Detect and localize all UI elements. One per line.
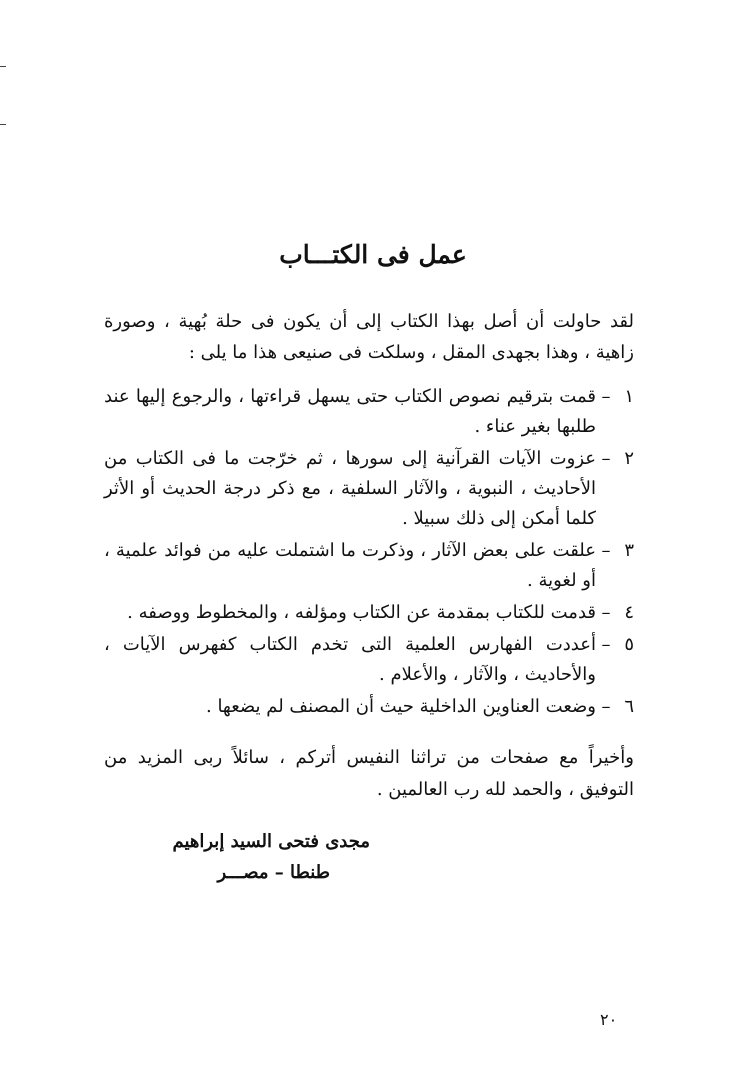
item-number: ٢: [624, 448, 634, 469]
author-location: طنطا – مصـــر: [217, 862, 330, 883]
item-text: أعددت الفهارس العلمية التى تخدم الكتاب كفهرس الآيات ، والأحاديث ، والآثار ، والأعلام .: [104, 634, 596, 685]
list-item: [104, 382, 634, 442]
margin-mark: [0, 66, 6, 67]
item-dash: –: [601, 634, 611, 655]
item-dash: –: [601, 696, 611, 717]
item-number: ٤: [624, 602, 634, 623]
list-item: [104, 536, 634, 596]
item-dash: –: [601, 602, 611, 623]
page-number: ٢٠: [600, 1010, 618, 1029]
list-item: [104, 630, 634, 690]
item-number: ٣: [624, 540, 634, 561]
item-number: ١: [624, 386, 634, 407]
item-number: ٥: [624, 634, 634, 655]
item-text: وضعت العناوين الداخلية حيث أن المصنف لم يضعها .: [206, 696, 596, 717]
list-item: [104, 692, 634, 722]
item-text: قدمت للكتاب بمقدمة عن الكتاب ومؤلفه ، والمخطوط ووصفه .: [127, 602, 596, 623]
intro-paragraph: لقد حاولت أن أصل بهذا الكتاب إلى أن يكون فى حلة بُهية ، وصورة زاهية ، وهذا بجهدى المقل ، وسلكت فى صنيعى هذا ما يلى :: [104, 311, 634, 363]
item-text: قمت بترقيم نصوص الكتاب حتى يسهل قراءتها ، والرجوع إليها عند طلبها بغير عناء .: [104, 386, 596, 437]
item-dash: –: [601, 448, 611, 469]
work-items-list: [104, 382, 634, 724]
author-name: مجدى فتحى السيد إبراهيم: [172, 831, 370, 852]
item-text: علقت على بعض الآثار ، وذكرت ما اشتملت عليه من فوائد علمية ، أو لغوية .: [104, 540, 596, 591]
item-dash: –: [601, 540, 611, 561]
item-text: عزوت الآيات القرآنية إلى سورها ، ثم خرّجت ما فى الكتاب من الأحاديث ، النبوية ، والآثار السلفية ، مع ذكر درجة الحديث أو الأثر كلما أمكن إلى ذلك سبيلا .: [104, 448, 596, 529]
list-item: [104, 598, 634, 628]
page-title: عمل فى الكتـــاب: [279, 240, 467, 269]
margin-mark: [0, 124, 6, 125]
item-number: ٦: [624, 696, 634, 717]
signature-block: [150, 826, 370, 888]
list-item: [104, 444, 634, 534]
item-dash: –: [601, 386, 611, 407]
closing-paragraph: وأخيراً مع صفحات من تراثنا النفيس أتركم ، سائلاً ربى المزيد من التوفيق ، والحمد لله رب العالمين .: [104, 747, 634, 800]
